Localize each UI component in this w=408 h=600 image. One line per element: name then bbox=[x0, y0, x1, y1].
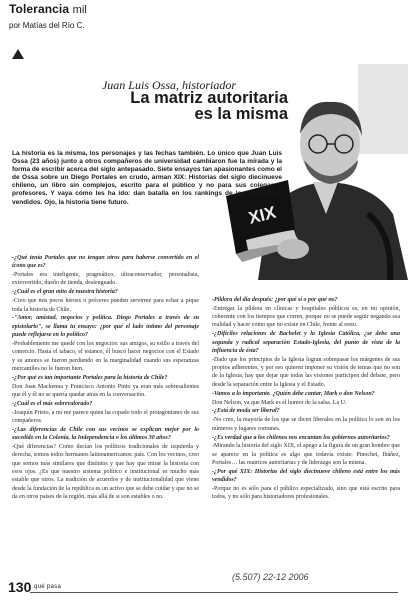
interview-question: -Vamos a lo importante. ¿Quién debe cantar, Mark o don Nelson? bbox=[212, 390, 375, 397]
right-column bbox=[212, 296, 400, 502]
archive-stamp: (5.507) 22-12 2006 bbox=[232, 572, 309, 582]
section-title-main: Tolerancia bbox=[9, 2, 70, 16]
interview-answer: -Joaquín Prieto, a mí me parece quien ha copado todo el protagonismo de sus compañeros. bbox=[12, 409, 199, 424]
interview-question: -¿Es verdad que a los chilenos nos encantan los gobiernos autoritarios? bbox=[212, 434, 390, 441]
interview-question: -¿Por qué es tan importante Portales para la historia de Chile? bbox=[12, 374, 168, 381]
interview-question: -¿Las diferencias de Chile con sus vecinos se explican mejor por lo sucedido en la Colonia, la Independencia o los últimos 30 años? bbox=[12, 426, 199, 442]
interview-answer: -Dado que los principios de la Iglesia logran sobrepasar los márgenes de sus propios adherentes, y por eso quieren imponer su visión de temas que no son de la Iglesia, hay que dejar que todas las visiones participen del debate, pero desde la separación entre la Iglesia y el Estado. bbox=[212, 356, 400, 388]
interview-answer: Don Juan Mackenna y Francisco Antonio Pinto ya eran más sobresalientes que él y él no se quería quedar atrás en la conversación. bbox=[12, 383, 199, 398]
interview-answer: -Probablemente me quedé con los negocios: sus amigos, su estilo a través del comercio. Hasta el tabaco, el estanco, él buscó hacer negocios con el Estado y su amores se fueron perdiendo en la marginalidad cuando sus esperanzas mercantiles no le fueron bien. bbox=[12, 340, 199, 372]
book-cover-label: XIX bbox=[246, 202, 278, 228]
left-column bbox=[12, 254, 199, 502]
interview-question: -¿Difíciles relaciones de Bachelet y la Iglesia Católica, ¿se debe una segunda y radical separación Estado-Iglesia, del punto de vista de la influencia de ésta? bbox=[212, 331, 400, 354]
interview-answer: Don Nelson, ya que Mark es el humor de la salsa. La U. bbox=[212, 399, 347, 406]
interview-question: -¿Está de moda ser liberal? bbox=[212, 408, 280, 415]
interview-answer: -Porque no es sólo para el público especializado, sino que está escrito para todos, y no sólo para historiadores profesionales. bbox=[212, 486, 400, 501]
interview-answer: -Portales era inteligente, pragmático, ultraconservador, personalista, extrovertido, dueño de tienda, deslenguado. bbox=[12, 272, 199, 287]
interview-answer: -Creo que mis pocos héroes o próceres pueden servirme para echar a pique toda la historia de Chile. bbox=[12, 298, 199, 313]
byline: por Matías del Río C. bbox=[9, 21, 85, 30]
interview-answer: -Entregar la píldora en clínicas y hospitales públicos es, en mi opinión, coherente con los tiempos que corren, porque no se puede seguir negando esa realidad y hacer como que no existe en Chile, frente al resto. bbox=[212, 305, 400, 329]
interview-answer: -Mirando la historia del siglo XIX, el apego a la figura de un gran hombre que se aparece en la política es algo que todavía existe: Pinochet, Ibáñez, Portales… las matrices autoritarias y de liderazgo son la misma. bbox=[212, 443, 400, 466]
section-title-sub: mil bbox=[72, 4, 87, 16]
footer-rule bbox=[30, 592, 398, 593]
interview-question: -"Amor, amistad, negocios y política. Diego Portales a través de su epistolario", se llama tu ensayo: ¿por qué el lado íntimo del personaje puede reflejarse en lo político? bbox=[12, 315, 199, 339]
interview-question: -¿Qué tenía Portales que no tengan otros para haberse convertido en el ícono que es? bbox=[12, 255, 199, 270]
interview-answer: -Qué diferencias? Como decían los políticos tradicionales de izquierda y derecha, somos todos hermanos latinoamericanos: país. Con los vecinos, creo que somos más similares que distintos y que hay que mirar la historia con esos ojos. ¿Es que nuestro sistema político e institucional es mucho más estable que otros. La tradición de acuerdos y de institucionalidad que viene desde la fundación de la república es un activo que se debe cuidar y que no se da en otros países de la región, más allá de si son estables o no. bbox=[12, 444, 199, 500]
headline: La matriz autoritaria es la misma bbox=[130, 89, 288, 123]
interview-answer: -No creo, la mayoría de los que se dicen liberales en la política lo son en los números y lugares comunes. bbox=[212, 417, 400, 432]
section-title bbox=[9, 2, 87, 16]
magazine-name: qué pasa bbox=[34, 584, 62, 590]
interview-question: -¿Cuál es el gran mito de nuestra historia? bbox=[12, 289, 118, 296]
page-number: 130 bbox=[8, 579, 32, 595]
triangle-icon bbox=[12, 49, 24, 59]
kicker: Juan Luis Ossa, historiador bbox=[101, 78, 237, 92]
interview-question: -Pildora del día después: ¿por qué sí o por qué no? bbox=[212, 297, 338, 303]
interview-question: -¿Por qué XIX: Historias del siglo diecinueve chileno está entre los más vendidos? bbox=[212, 468, 400, 484]
interview-question: -¿Cuál es el más sobrevalorado? bbox=[12, 400, 93, 407]
lead-paragraph: La historia es la misma, los personajes y las fechas también. Lo único que Juan Luis Ossa (23 años) junto a otros compañeros de universidad cambiaron fue la mirada y la forma de escribir acerca del siglo antepasado. Siete ensayos tan apasionantes como el de Ossa sobre un Diego Portales en crudo, arman XIX: Historias del siglo diecinueve chileno, un libro sin complejos, escrito para el público y no para sus colegas o profesores. Y vaya cómo les ha ido: dan batalla en los rankings de los libros más vendidos. Ojo, la historia tiene futuro. bbox=[12, 150, 282, 206]
